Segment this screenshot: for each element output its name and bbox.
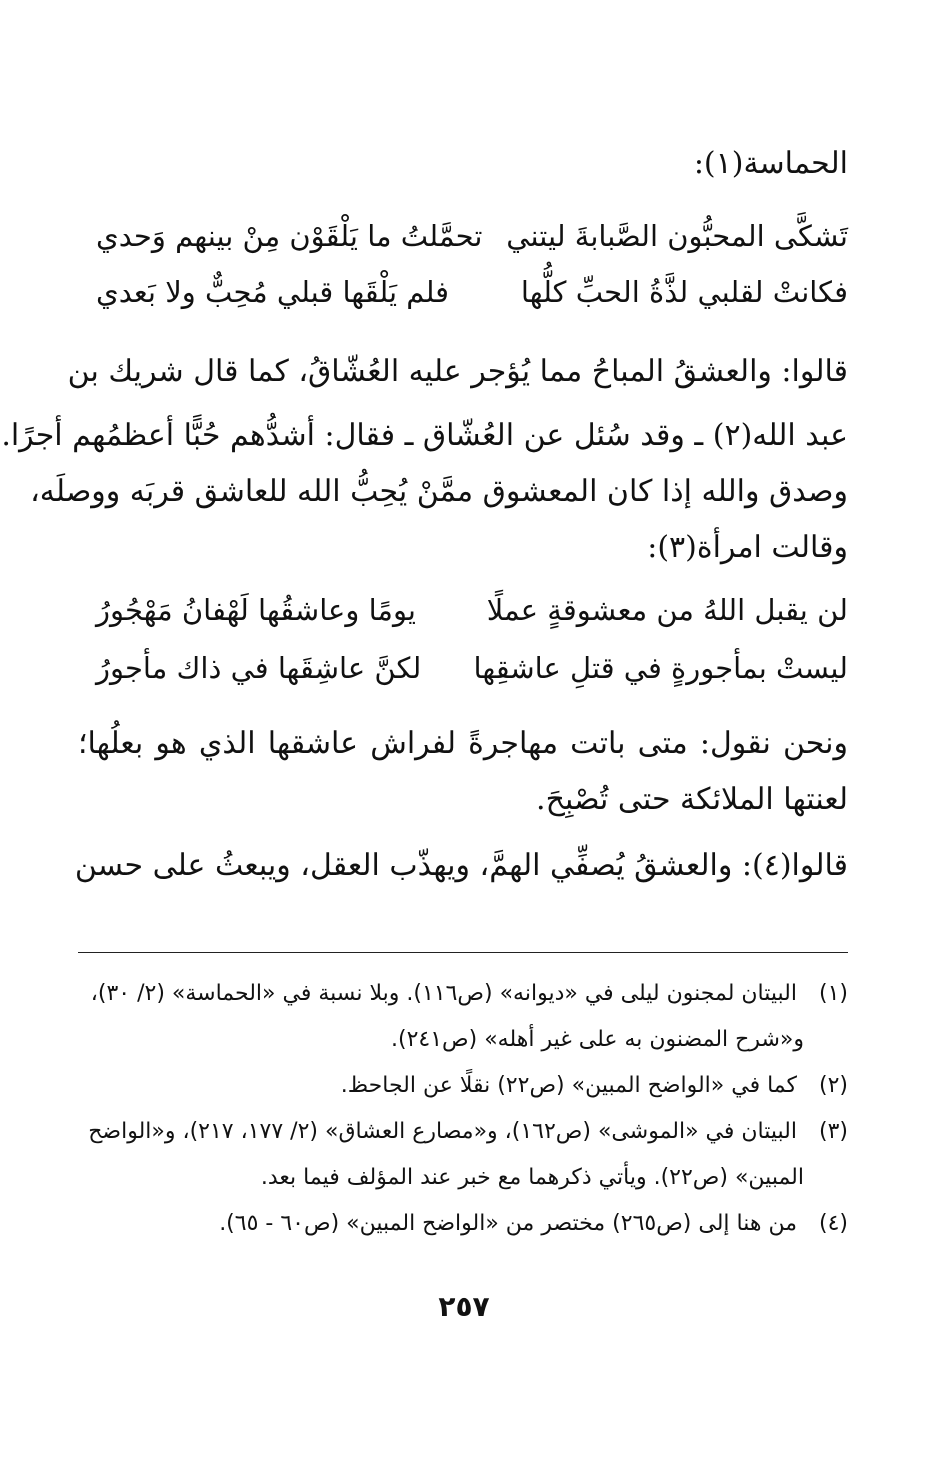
footnote-separator (78, 952, 848, 953)
footnote-4-text: من هنا إلى (ص٢٦٥) مختصر من «الواضح المبين» (ص٦٠ - ٦٥). (219, 1211, 797, 1236)
footnote-3-number: (٣) (818, 1119, 848, 1144)
footnote-4-line1 (78, 1202, 848, 1246)
footnote-2-text: كما في «الواضح المبين» (ص٢٢) نقلًا عن الجاحظ. (340, 1073, 797, 1098)
footnote-1-number: (١) (818, 981, 848, 1006)
footnote-3-line1 (78, 1110, 848, 1154)
para2-line1: ونحن نقول: متى باتت مهاجرةً لفراش عاشقها الذي هو بعلُها؛ (78, 726, 848, 761)
para1-line2: عبد الله(٢) ـ وقد سُئل عن العُشّاق ـ فقال: أشدُّهم حُبًّا أعظمُهم أجرًا. (1, 418, 848, 453)
para3-line1: قالوا(٤): والعشقُ يُصفِّي الهمَّ، ويهذّب العقل، ويبعثُ على حسن (74, 848, 848, 883)
para1-line1: قالوا: والعشقُ المباحُ مما يُؤجر عليه العُشّاقُ، كما قال شريك بن (67, 354, 848, 389)
footnote-1-line1 (78, 972, 848, 1016)
para1-line4: وقالت امرأة(٣): (647, 530, 848, 565)
poem2-verse1-hemistich1: لن يقبل اللهُ من معشوقةٍ عملًا (486, 593, 848, 627)
footnote-4-number: (٤) (818, 1211, 848, 1236)
page-number: ٢٥٧ (438, 1290, 490, 1323)
footnote-1-text: البيتان لمجنون ليلى في «ديوانه» (ص١١٦). وبلا نسبة في «الحماسة» (٢/ ٣٠)، (90, 981, 797, 1006)
poem2-verse1-hemistich2: يومًا وعاشقُها لَهْفانُ مَهْجُورُ (96, 593, 417, 627)
poem1-verse1-hemistich2: تحمَّلتُ ما يَلْقَوْن مِنْ بينهم وَحدي (96, 219, 483, 253)
footnote-2-line1 (78, 1064, 848, 1108)
footnote-1-line2: و«شرح المضنون به على غير أهله» (ص٢٤١). (391, 1027, 804, 1052)
para2-line2: لعنتها الملائكة حتى تُصْبِحَ. (536, 782, 848, 817)
footnote-2-number: (٢) (818, 1073, 848, 1098)
poem1-verse2-hemistich2: فلم يَلْقَها قبلي مُحِبٌّ ولا بَعدي (96, 275, 450, 309)
footnote-3-line2: المبين» (ص٢٢). ويأتي ذكرهما مع خبر عند المؤلف فيما بعد. (260, 1165, 804, 1190)
poem2-verse2-hemistich1: ليستْ بمأجورةٍ في قتلِ عاشقِها (473, 651, 848, 685)
poem1-verse1-hemistich1: تَشكَّى المحبُّون الصَّبابةَ ليتني (506, 219, 848, 253)
footnote-3-text: البيتان في «الموشى» (ص١٦٢)، و«مصارع العشاق» (٢/ ١٧٧، ٢١٧)، و«الواضح (88, 1119, 797, 1144)
para1-line3: وصدق والله إذا كان المعشوق ممَّنْ يُحِبُّ الله للعاشق قربَه ووصلَه، (30, 474, 848, 509)
intro-line: الحماسة(١): (693, 146, 848, 181)
poem1-verse2-hemistich1: فكانتْ لقلبي لذَّةُ الحبِّ كلُّها (520, 275, 848, 309)
poem2-verse2-hemistich2: لكنَّ عاشِقَها في ذاك مأجورُ (96, 651, 422, 685)
